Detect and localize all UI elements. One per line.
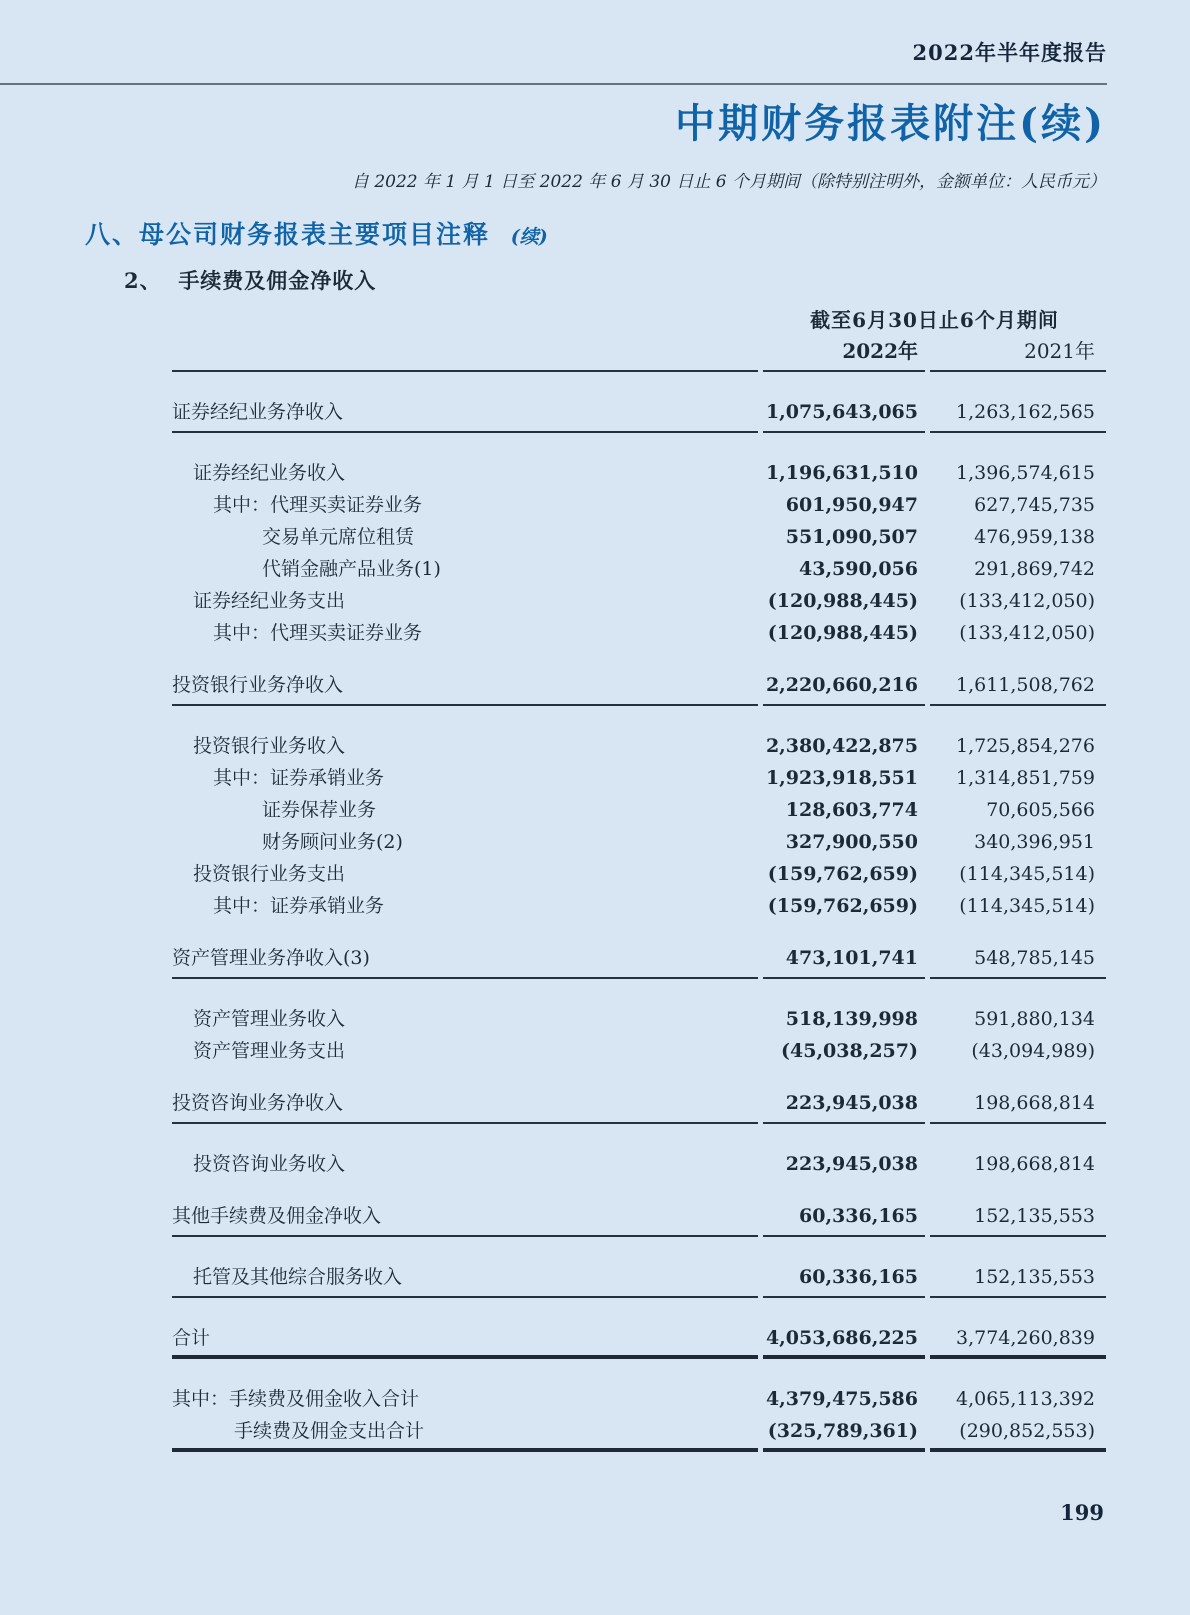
column-header-label-spacer <box>172 338 758 372</box>
table-row <box>172 1148 1106 1180</box>
row-label: 其他手续费及佣金净收入 <box>172 1200 758 1237</box>
value-2021: 548,785,145 <box>930 942 1106 979</box>
value-2021: (114,345,514) <box>959 863 1095 885</box>
value-2021: (114,345,514) <box>959 895 1095 917</box>
row-label: 证券经纪业务净收入 <box>172 396 758 433</box>
period-header: 截至6月30日止6个月期间 <box>810 308 1059 332</box>
value-2022: 1,923,918,551 <box>765 767 918 789</box>
row-label: 资产管理业务收入 <box>193 1008 346 1030</box>
report-header: 2022年半年度报告 <box>912 40 1107 65</box>
table-row <box>172 826 1106 858</box>
fee-commission-table <box>172 308 1106 1452</box>
row-label: 资产管理业务支出 <box>193 1040 346 1062</box>
table-row <box>172 617 1106 649</box>
section-heading-continued-marker: (续) <box>510 226 548 248</box>
value-2021: 3,774,260,839 <box>930 1322 1106 1359</box>
row-label: 其中：代理买卖证券业务 <box>213 622 423 644</box>
table-row <box>172 1383 1106 1415</box>
row-label: 手续费及佣金支出合计 <box>172 1415 758 1452</box>
table-row <box>172 942 1106 979</box>
value-2021: (133,412,050) <box>959 590 1095 612</box>
value-2021: 340,396,951 <box>974 831 1095 853</box>
page-title: 中期财务报表附注(续) <box>675 100 1106 147</box>
table-row <box>172 794 1106 826</box>
value-2021: 152,135,553 <box>930 1200 1106 1237</box>
column-header-2021: 2021年 <box>930 338 1106 372</box>
value-2021: (133,412,050) <box>959 622 1095 644</box>
value-2022: 2,220,660,216 <box>763 669 925 706</box>
value-2021: 70,605,566 <box>986 799 1095 821</box>
value-2022: 473,101,741 <box>763 942 925 979</box>
table-row <box>172 858 1106 890</box>
table-row <box>172 1003 1106 1035</box>
value-2022: 4,379,475,586 <box>765 1388 918 1410</box>
value-2021: (43,094,989) <box>971 1040 1095 1062</box>
value-2022: 60,336,165 <box>763 1261 925 1298</box>
value-2022: 551,090,507 <box>785 526 918 548</box>
row-label: 证券保荐业务 <box>262 799 377 821</box>
table-row <box>172 669 1106 706</box>
value-2022: 43,590,056 <box>799 558 918 580</box>
row-label: 合计 <box>172 1322 758 1359</box>
row-label: 其中：证券承销业务 <box>213 895 385 917</box>
value-2022: (159,762,659) <box>767 863 918 885</box>
table-row <box>172 1322 1106 1359</box>
value-2021: (290,852,553) <box>930 1415 1106 1452</box>
value-2021: 627,745,735 <box>974 494 1095 516</box>
value-2022: 1,075,643,065 <box>763 396 925 433</box>
value-2021: 1,263,162,565 <box>930 396 1106 433</box>
row-label: 其中：手续费及佣金收入合计 <box>172 1388 420 1410</box>
value-2021: 4,065,113,392 <box>955 1388 1095 1410</box>
table-row <box>172 1087 1106 1124</box>
row-label: 其中：代理买卖证券业务 <box>213 494 423 516</box>
value-2022: 128,603,774 <box>785 799 918 821</box>
table-period-header-row <box>172 308 1106 332</box>
value-2022: 1,196,631,510 <box>765 462 918 484</box>
table-row <box>172 1200 1106 1237</box>
period-header-spacer <box>172 308 763 332</box>
row-label: 证券经纪业务收入 <box>193 462 346 484</box>
row-label: 投资咨询业务净收入 <box>172 1087 758 1124</box>
value-2022: 2,380,422,875 <box>765 735 918 757</box>
page-number: 199 <box>1060 1500 1104 1525</box>
row-label: 投资咨询业务收入 <box>193 1153 346 1175</box>
table-row <box>172 585 1106 617</box>
value-2021: 291,869,742 <box>974 558 1095 580</box>
value-2022: 4,053,686,225 <box>763 1322 925 1359</box>
row-label: 托管及其他综合服务收入 <box>172 1261 758 1298</box>
table-row <box>172 457 1106 489</box>
table-row <box>172 1261 1106 1298</box>
section-heading <box>85 220 1190 252</box>
value-2022: (120,988,445) <box>767 622 918 644</box>
table-row <box>172 521 1106 553</box>
value-2022: (159,762,659) <box>767 895 918 917</box>
table-row <box>172 1035 1106 1067</box>
value-2021: 1,611,508,762 <box>930 669 1106 706</box>
table-row <box>172 553 1106 585</box>
value-2022: (325,789,361) <box>763 1415 925 1452</box>
value-2022: (45,038,257) <box>781 1040 918 1062</box>
value-2022: 518,139,998 <box>785 1008 918 1030</box>
value-2022: 60,336,165 <box>763 1200 925 1237</box>
table-row <box>172 890 1106 922</box>
row-label: 资产管理业务净收入(3) <box>172 942 758 979</box>
value-2021: 198,668,814 <box>974 1153 1095 1175</box>
row-label: 财务顾问业务(2) <box>262 831 403 853</box>
value-2021: 198,668,814 <box>930 1087 1106 1124</box>
value-2022: 327,900,550 <box>785 831 918 853</box>
table-row <box>172 396 1106 433</box>
subsection-number: 2、 <box>124 268 162 293</box>
table-column-header-row <box>172 338 1106 372</box>
value-2022: 223,945,038 <box>785 1153 918 1175</box>
section-heading-text: 八、母公司财务报表主要项目注释 <box>85 220 491 249</box>
header-divider <box>0 83 1107 85</box>
value-2022: (120,988,445) <box>767 590 918 612</box>
value-2022: 223,945,038 <box>763 1087 925 1124</box>
value-2021: 1,725,854,276 <box>955 735 1095 757</box>
row-label: 交易单元席位租赁 <box>262 526 415 548</box>
row-label: 其中：证券承销业务 <box>213 767 385 789</box>
value-2021: 476,959,138 <box>974 526 1095 548</box>
value-2021: 591,880,134 <box>974 1008 1095 1030</box>
page-subtitle: 自 2022 年 1 月 1 日至 2022 年 6 月 30 日止 6 个月期间（除特别注明外，金额单位：人民币元） <box>351 172 1106 192</box>
row-label: 投资银行业务净收入 <box>172 669 758 706</box>
table-row <box>172 489 1106 521</box>
row-label: 投资银行业务支出 <box>193 863 346 885</box>
table-row <box>172 1415 1106 1452</box>
value-2022: 601,950,947 <box>785 494 918 516</box>
column-header-2022: 2022年 <box>763 338 925 372</box>
subsection-heading <box>124 268 1190 294</box>
value-2021: 1,396,574,615 <box>955 462 1095 484</box>
row-label: 证券经纪业务支出 <box>193 590 346 612</box>
row-label: 代销金融产品业务(1) <box>262 558 441 580</box>
value-2021: 1,314,851,759 <box>955 767 1095 789</box>
table-row <box>172 762 1106 794</box>
value-2021: 152,135,553 <box>930 1261 1106 1298</box>
row-label: 投资银行业务收入 <box>193 735 346 757</box>
table-body <box>172 396 1106 1452</box>
subsection-title: 手续费及佣金净收入 <box>178 268 377 293</box>
table-row <box>172 730 1106 762</box>
